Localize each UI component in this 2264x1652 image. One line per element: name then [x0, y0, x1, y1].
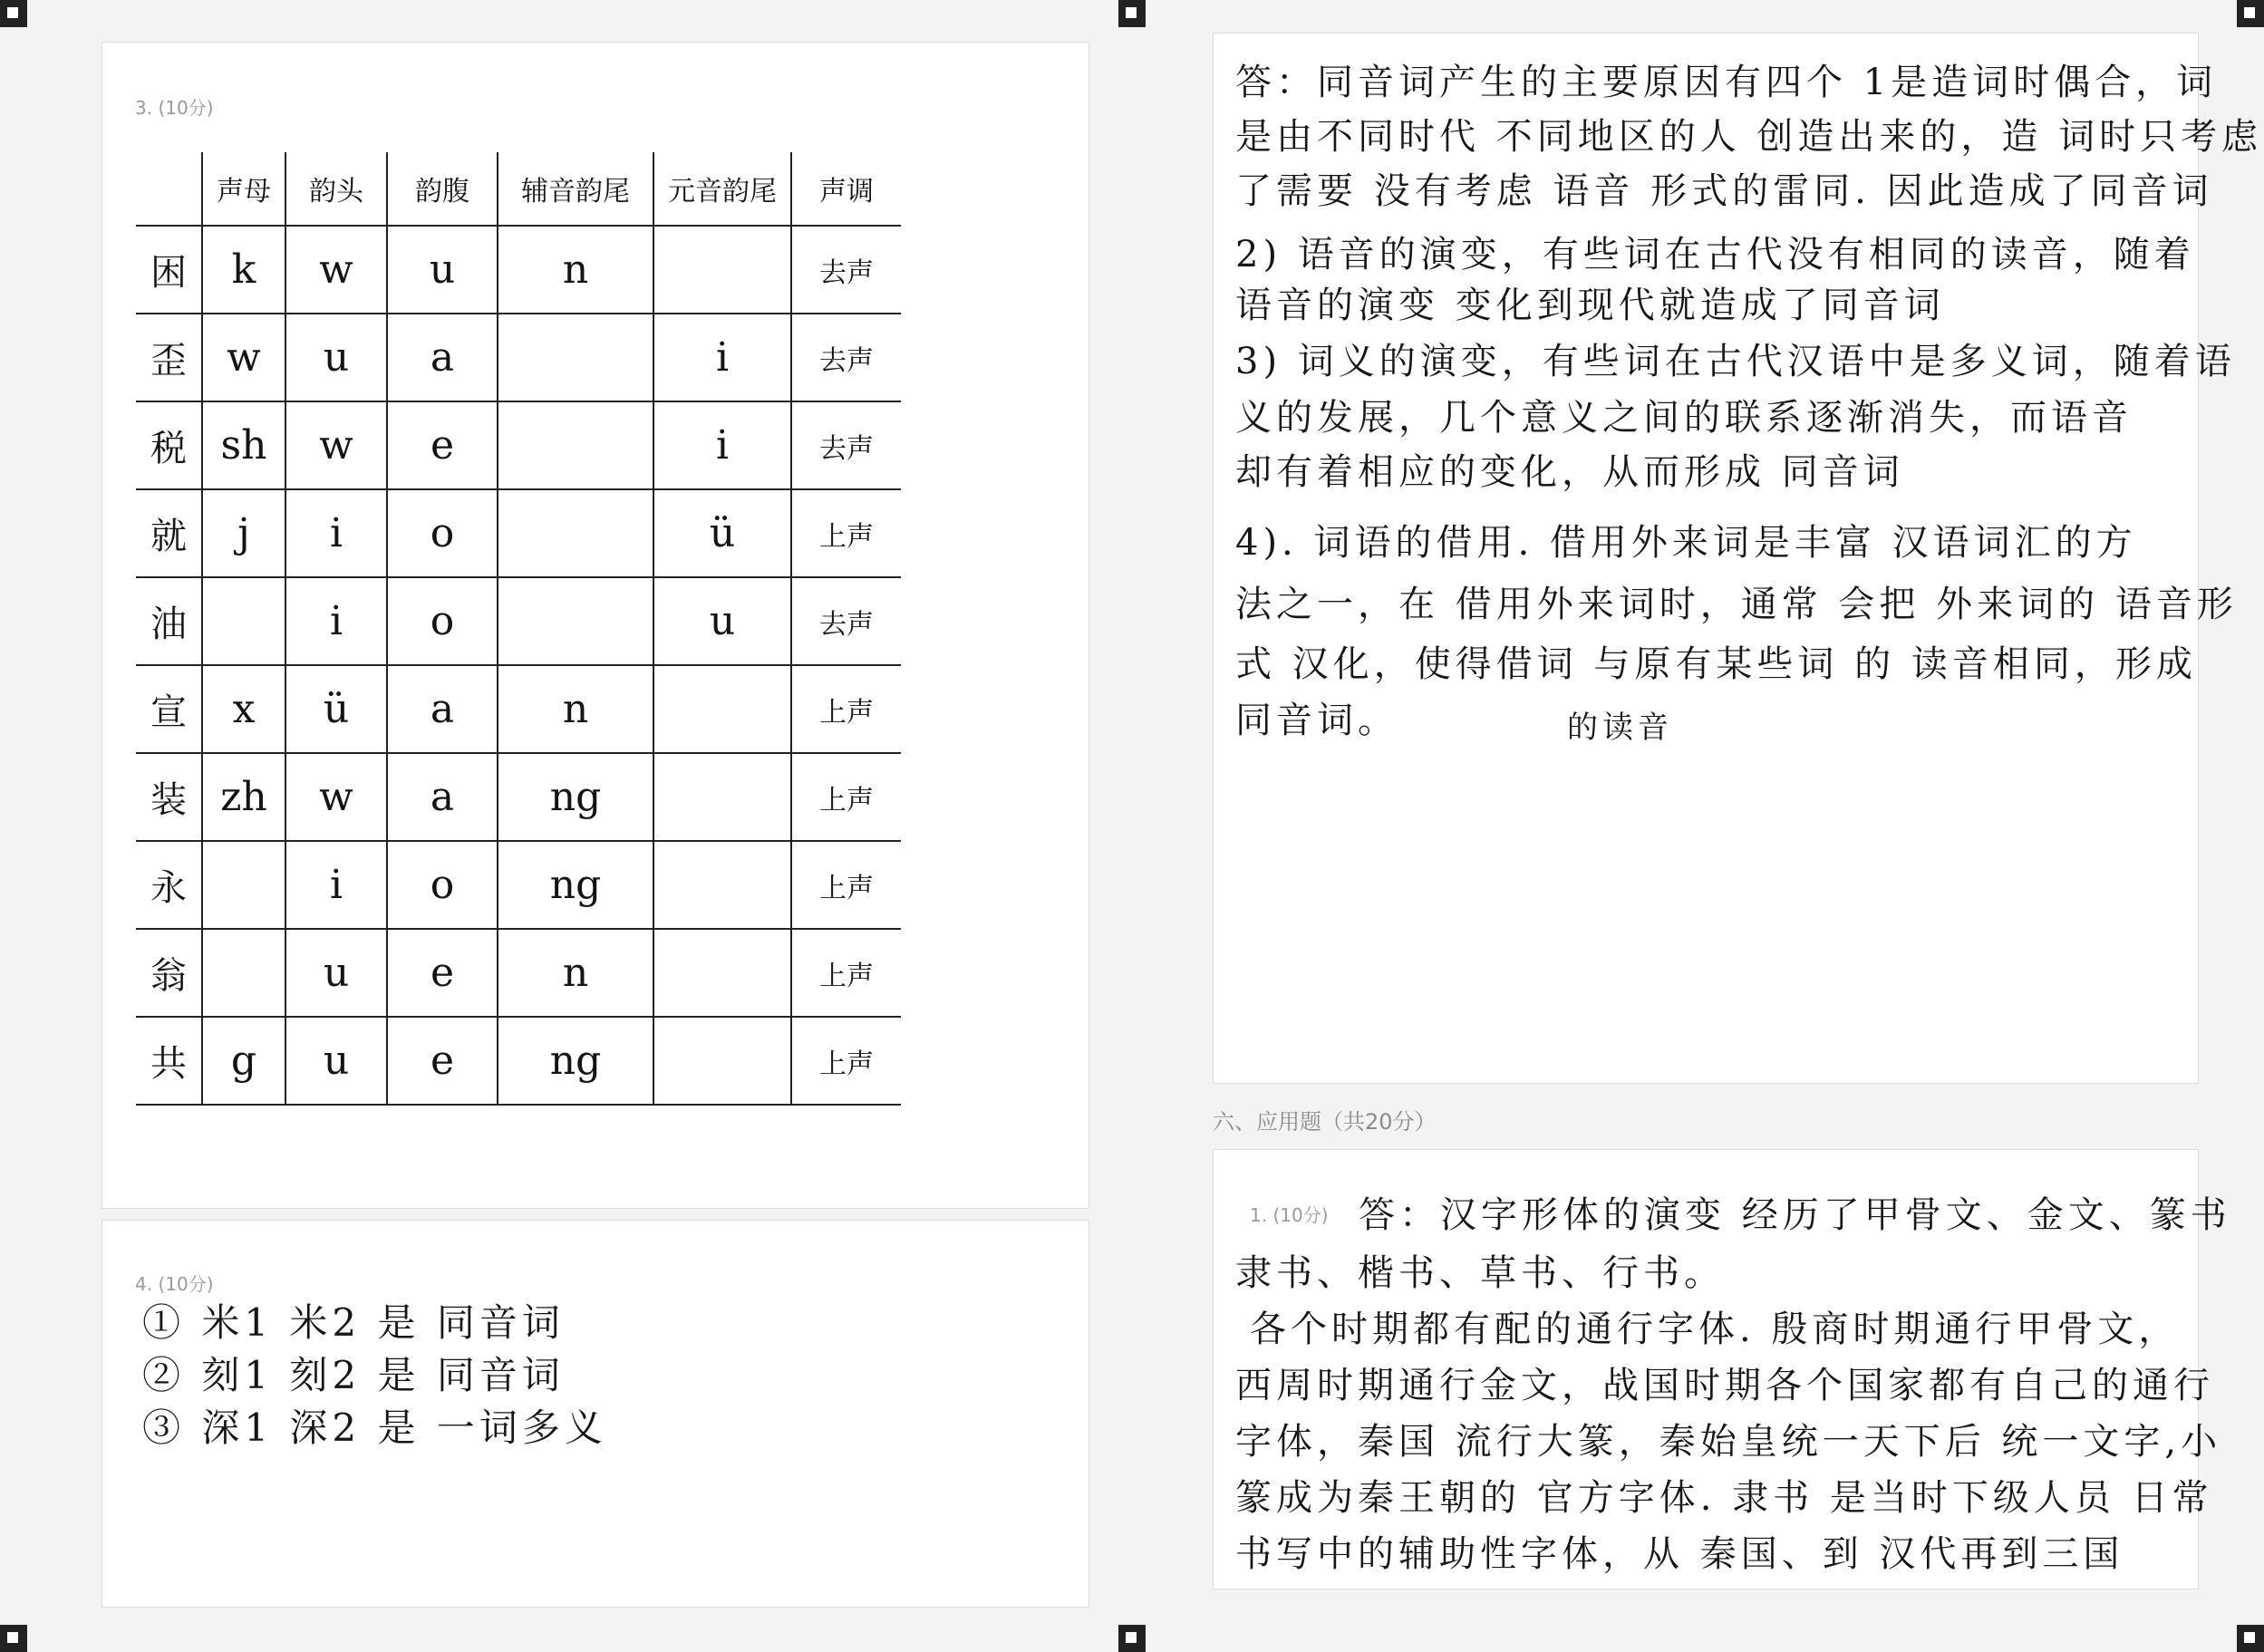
table-cell-tone: 上声 — [791, 489, 901, 577]
table-cell-yuntou: u — [285, 929, 387, 1017]
question-3-label: 3. (10分) — [135, 97, 214, 119]
table-cell-shengmu: zh — [202, 753, 285, 841]
table-header-blank — [136, 152, 202, 226]
table-cell-tone: 上声 — [791, 841, 901, 929]
table-cell-char: 歪 — [136, 314, 202, 401]
section-6-answer-line-3: 各个时期都有配的通行字体. 殷商时期通行甲骨文， — [1250, 1309, 2180, 1350]
table-row — [136, 314, 901, 401]
table-row — [136, 929, 901, 1017]
q4-answer-line-1: ① 米1 米2 是 同音词 — [142, 1300, 565, 1345]
table-header-shengmu: 声母 — [202, 152, 285, 226]
question-4-label: 4. (10分) — [135, 1273, 214, 1295]
section-6-answer-line-1: 答：汉字形体的演变 经历了甲骨文、金文、篆书 — [1359, 1194, 2231, 1236]
table-cell-fuyin: ng — [498, 1017, 653, 1105]
table-cell-char: 就 — [136, 489, 202, 577]
table-cell-char: 宣 — [136, 665, 202, 753]
answer-line-11: 式 汉化，使得借词 与原有某些词 的 读音相同，形成 — [1235, 643, 2197, 685]
table-header-fuyin-weiyun: 辅音韵尾 — [498, 152, 653, 226]
table-cell-yunfu: o — [387, 841, 498, 929]
section-6-answer-line-4: 西周时期通行金文，战国时期各个国家都有自己的通行 — [1235, 1365, 2214, 1406]
answer-line-12: 同音词。 — [1235, 700, 1398, 741]
table-cell-yunfu: o — [387, 489, 498, 577]
table-cell-char: 装 — [136, 753, 202, 841]
table-cell-char: 困 — [136, 226, 202, 314]
table-cell-yuntou: i — [285, 489, 387, 577]
table-cell-tone: 去声 — [791, 577, 901, 665]
table-cell-yuntou: u — [285, 314, 387, 401]
syllable-analysis-table — [136, 152, 901, 1106]
table-row — [136, 226, 901, 314]
answer-line-8: 却有着相应的变化，从而形成 同音词 — [1235, 451, 1904, 493]
table-cell-yunfu: u — [387, 226, 498, 314]
table-row — [136, 753, 901, 841]
table-header-yuntou: 韵头 — [285, 152, 387, 226]
table-cell-shengmu — [202, 841, 285, 929]
table-cell-shengmu: j — [202, 489, 285, 577]
table-header-row — [136, 152, 901, 226]
table-cell-yuanyin — [653, 226, 791, 314]
table-cell-yunfu: a — [387, 314, 498, 401]
section-6-answer-line-6: 篆成为秦王朝的 官方字体. 隶书 是当时下级人员 日常 — [1235, 1477, 2213, 1519]
table-cell-yuntou: ü — [285, 665, 387, 753]
table-cell-fuyin: ng — [498, 841, 653, 929]
answer-line-7: 义的发展，几个意义之间的联系逐渐消失，而语音 — [1235, 397, 2133, 439]
table-cell-yuntou: u — [285, 1017, 387, 1105]
table-cell-tone: 去声 — [791, 314, 901, 401]
table-cell-shengmu: w — [202, 314, 285, 401]
table-cell-shengmu: sh — [202, 401, 285, 489]
table-header-yunfu: 韵腹 — [387, 152, 498, 226]
corner-marker-bottom-right — [2237, 1625, 2264, 1652]
table-cell-char: 共 — [136, 1017, 202, 1105]
table-cell-yuanyin — [653, 841, 791, 929]
table-cell-yuntou: w — [285, 226, 387, 314]
table-row — [136, 1017, 901, 1105]
table-cell-yunfu: o — [387, 577, 498, 665]
table-cell-fuyin — [498, 401, 653, 489]
table-cell-yunfu: a — [387, 753, 498, 841]
table-cell-fuyin: n — [498, 665, 653, 753]
table-cell-char: 税 — [136, 401, 202, 489]
table-cell-fuyin: n — [498, 226, 653, 314]
table-cell-char: 油 — [136, 577, 202, 665]
table-cell-tone: 上声 — [791, 1017, 901, 1105]
table-cell-fuyin — [498, 314, 653, 401]
corner-marker-bottom-left — [0, 1625, 27, 1652]
table-cell-yuanyin: i — [653, 314, 791, 401]
answer-line-1: 答：同音词产生的主要原因有四个 1是造词时偶合，词 — [1235, 62, 2218, 103]
table-cell-yuanyin — [653, 929, 791, 1017]
answer-line-6: 3) 词义的演变，有些词在古代汉语中是多义词，随着语 — [1235, 341, 2236, 382]
table-cell-shengmu: x — [202, 665, 285, 753]
answer-line-2: 是由不同时代 不同地区的人 创造出来的，造 词时只考虑 — [1235, 116, 2263, 158]
answer-line-9: 4). 词语的借用. 借用外来词是丰富 汉语词汇的方 — [1235, 522, 2137, 564]
section-6-title: 六、应用题（共20分） — [1213, 1109, 1437, 1135]
table-cell-yunfu: e — [387, 929, 498, 1017]
answer-line-3: 了需要 没有考虑 语音 形式的雷同. 因此造成了同音词 — [1235, 170, 2213, 212]
table-row — [136, 489, 901, 577]
table-cell-yuntou: w — [285, 401, 387, 489]
table-cell-fuyin — [498, 489, 653, 577]
table-cell-yuntou: i — [285, 841, 387, 929]
table-cell-tone: 去声 — [791, 226, 901, 314]
section-6-q1-label: 1. (10分) — [1250, 1204, 1329, 1226]
table-cell-char: 永 — [136, 841, 202, 929]
table-cell-tone: 上声 — [791, 929, 901, 1017]
table-cell-yuanyin — [653, 753, 791, 841]
table-cell-shengmu: k — [202, 226, 285, 314]
table-cell-char: 翁 — [136, 929, 202, 1017]
table-row — [136, 841, 901, 929]
table-cell-yuanyin: ü — [653, 489, 791, 577]
table-cell-yunfu: e — [387, 401, 498, 489]
answer-line-5: 语音的演变 变化到现代就造成了同音词 — [1235, 285, 1945, 326]
section-6-answer-line-5: 字体，秦国 流行大篆，秦始皇统一天下后 统一文字,小 — [1235, 1421, 2222, 1463]
table-cell-fuyin: n — [498, 929, 653, 1017]
answer-insert-note: 的读音 — [1567, 710, 1673, 746]
table-cell-yuntou: i — [285, 577, 387, 665]
table-row — [136, 401, 901, 489]
table-cell-yuanyin: u — [653, 577, 791, 665]
table-header-tone: 声调 — [791, 152, 901, 226]
corner-marker-top-middle — [1118, 0, 1146, 27]
answer-panel-homophones — [1213, 33, 2263, 1084]
section-6-answer-panel — [1213, 1149, 2231, 1589]
q4-answer-line-3: ③ 深1 深2 是 一词多义 — [142, 1406, 607, 1450]
table-cell-tone: 上声 — [791, 665, 901, 753]
table-cell-yuanyin: i — [653, 401, 791, 489]
table-cell-shengmu — [202, 577, 285, 665]
table-header-yuanyin-weiyun: 元音韵尾 — [653, 152, 791, 226]
question-4-panel — [102, 1220, 1089, 1608]
section-6-answer-line-2: 隶书、楷书、草书、行书。 — [1235, 1252, 1725, 1294]
table-cell-yuanyin — [653, 665, 791, 753]
corner-marker-bottom-middle — [1118, 1625, 1146, 1652]
corner-marker-top-left — [0, 0, 27, 27]
table-cell-yuntou: w — [285, 753, 387, 841]
table-cell-yuanyin — [653, 1017, 791, 1105]
table-row — [136, 665, 901, 753]
table-cell-yunfu: a — [387, 665, 498, 753]
table-cell-shengmu: g — [202, 1017, 285, 1105]
answer-line-10: 法之一，在 借用外来词时，通常 会把 外来词的 语音形 — [1235, 584, 2238, 625]
table-cell-fuyin: ng — [498, 753, 653, 841]
table-cell-tone: 上声 — [791, 753, 901, 841]
table-cell-tone: 去声 — [791, 401, 901, 489]
table-cell-shengmu — [202, 929, 285, 1017]
table-cell-fuyin — [498, 577, 653, 665]
section-6-answer-line-7: 书写中的辅助性字体，从 秦国、到 汉代再到三国 — [1235, 1533, 2124, 1575]
table-row — [136, 577, 901, 665]
corner-marker-top-right — [2237, 0, 2264, 27]
table-cell-yunfu: e — [387, 1017, 498, 1105]
q4-answer-line-2: ② 刻1 刻2 是 同音词 — [142, 1353, 565, 1397]
answer-line-4: 2) 语音的演变，有些词在古代没有相同的读音，随着 — [1235, 234, 2195, 275]
